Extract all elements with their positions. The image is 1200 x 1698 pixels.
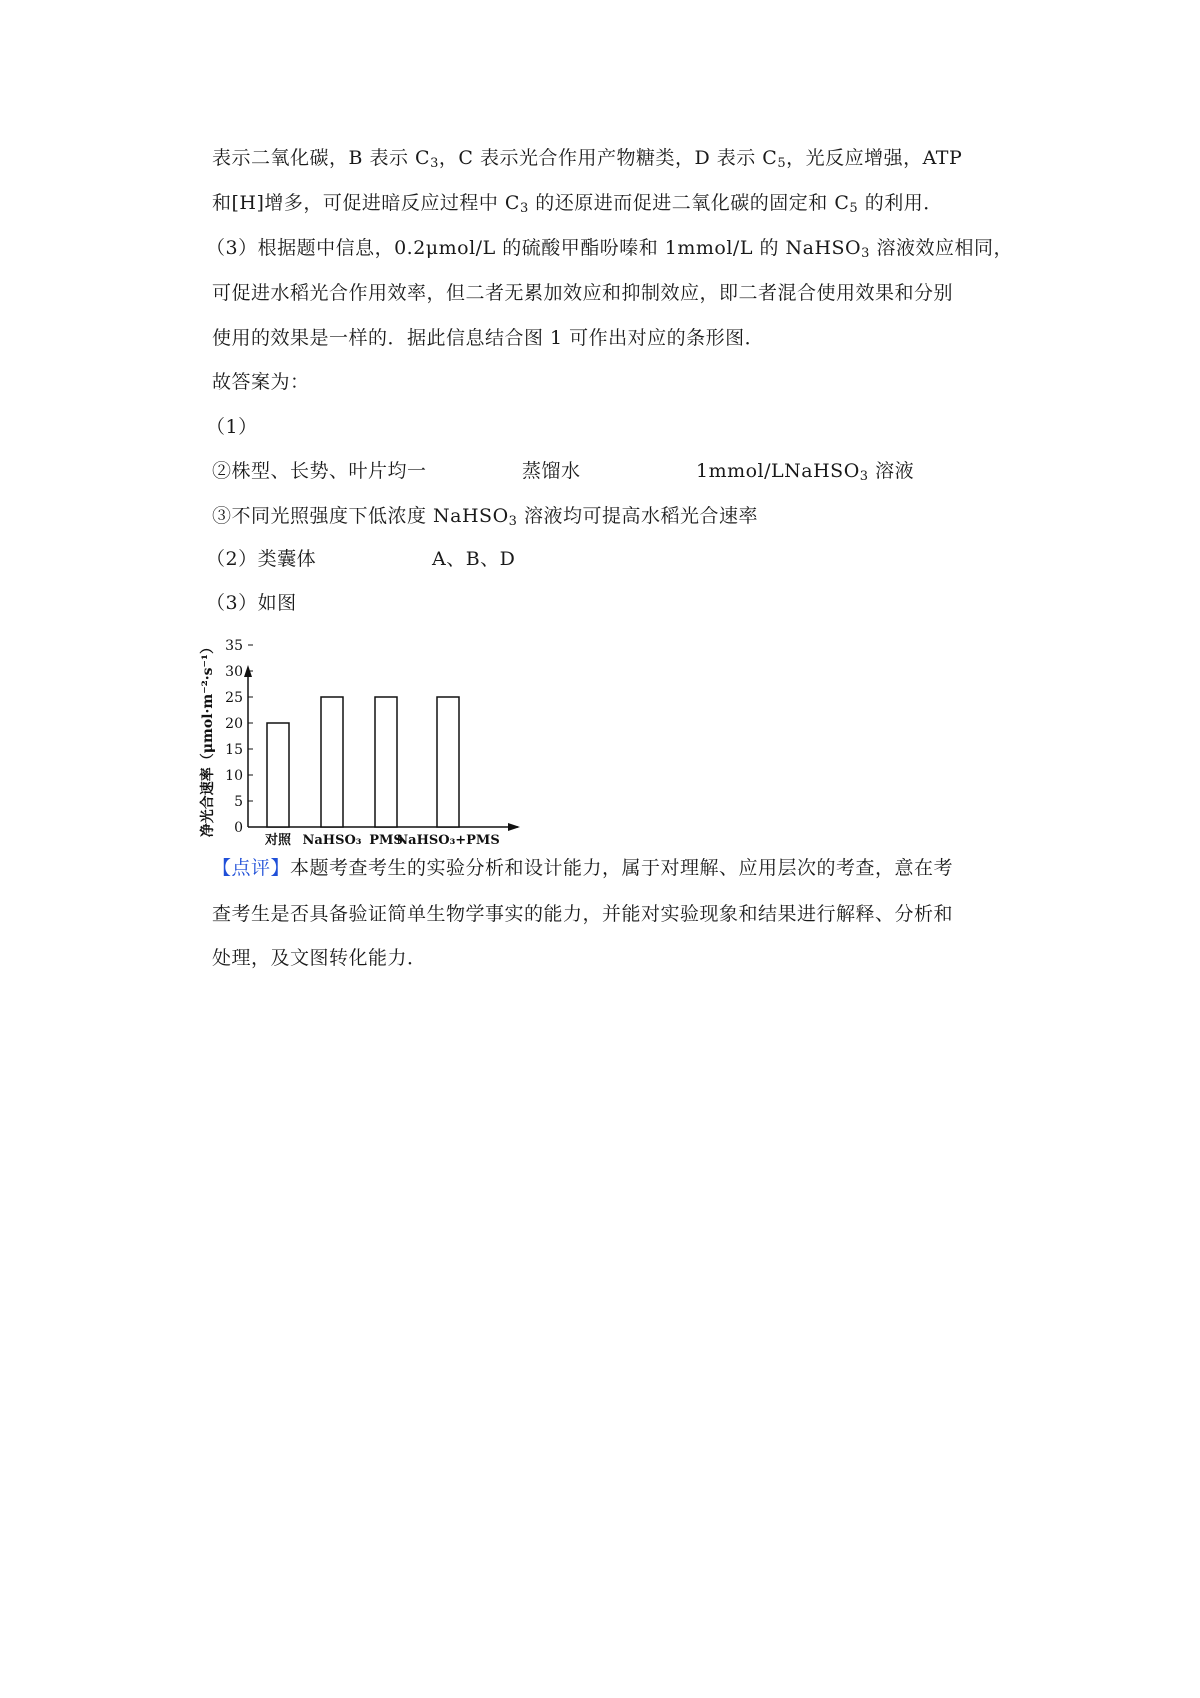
answer-part2 [206,547,706,571]
answer-item3: ③不同光照强度下低浓度 NaHSO$_3$ 溶液均可提高水稻光合速率 [212,505,758,529]
y-tick-label-0: 0 [234,820,243,836]
answer-item2-a: ②株型、长势、叶片均一 [212,460,427,482]
answer-item2-b: 蒸馏水 [522,460,581,482]
comment-line1: 【点评】本题考查考生的实验分析和设计能力，属于对理解、应用层次的考查，意在考 [212,857,954,879]
bar-2 [375,697,397,827]
comment-tag: 【点评】 [212,857,291,879]
y-tick-label-20: 20 [225,716,243,732]
answer-item2-c: 1mmol/LNaHSO$_3$ 溶液 [696,460,915,484]
net-photosynthesis-bar-chart [200,638,560,930]
bar-0 [267,723,289,827]
para1-line2: 和[H]增多，可促进暗反应过程中 $C_3$ 的还原进而促进二氧化碳的固定和 $C_5$ 的利用． [212,192,943,216]
x-axis-arrow [508,823,520,831]
para1-line1: 表示二氧化碳，B 表示 $C_3$，C 表示光合作用产物糖类，D 表示 $C_5$，光反应增强，ATP [212,147,963,171]
x-tick-label-0: 对照 [264,833,292,848]
y-tick-label-15: 15 [225,742,243,758]
comment-line2: 查考生是否具备验证简单生物学事实的能力，并能对实验现象和结果进行解释、分析和 [212,903,954,925]
y-axis-label: 净光合速率（μmol·m⁻²·s⁻¹） [200,639,216,838]
para2-line3: 使用的效果是一样的．据此信息结合图 1 可作出对应的条形图． [212,327,765,349]
y-tick-label-10: 10 [225,768,243,784]
bar-3 [437,697,459,827]
answer-item2 [212,459,972,483]
para2-line2: 可促进水稻光合作用效率，但二者无累加效应和抑制效应，即二者混合使用效果和分别 [212,282,954,304]
x-tick-label-1: NaHSO₃ [302,833,362,848]
bar-1 [321,697,343,827]
y-tick-label-5: 5 [234,794,243,810]
comment-line3: 处理，及文图转化能力． [212,947,427,969]
answer-heading: 故答案为： [212,371,310,393]
x-tick-label-3: NaHSO₃+PMS [396,833,500,848]
answer-part2-b: A、B、D [432,548,516,570]
para2-line1: （3）根据题中信息，0.2μmol/L 的硫酸甲酯吩嗪和 1mmol/L 的 NaHSO$_3$ 溶液效应相同， [206,237,1013,261]
y-tick-label-25: 25 [225,690,243,706]
y-tick-label-30: 30 [225,664,243,680]
answer-part1: （1） [206,416,258,438]
answer-part3: （3）如图 [206,592,297,614]
x-tick-label-2: PMS [369,833,403,848]
y-tick-label-35: 35 [225,638,243,654]
answer-part2-a: （2）类囊体 [206,548,317,570]
